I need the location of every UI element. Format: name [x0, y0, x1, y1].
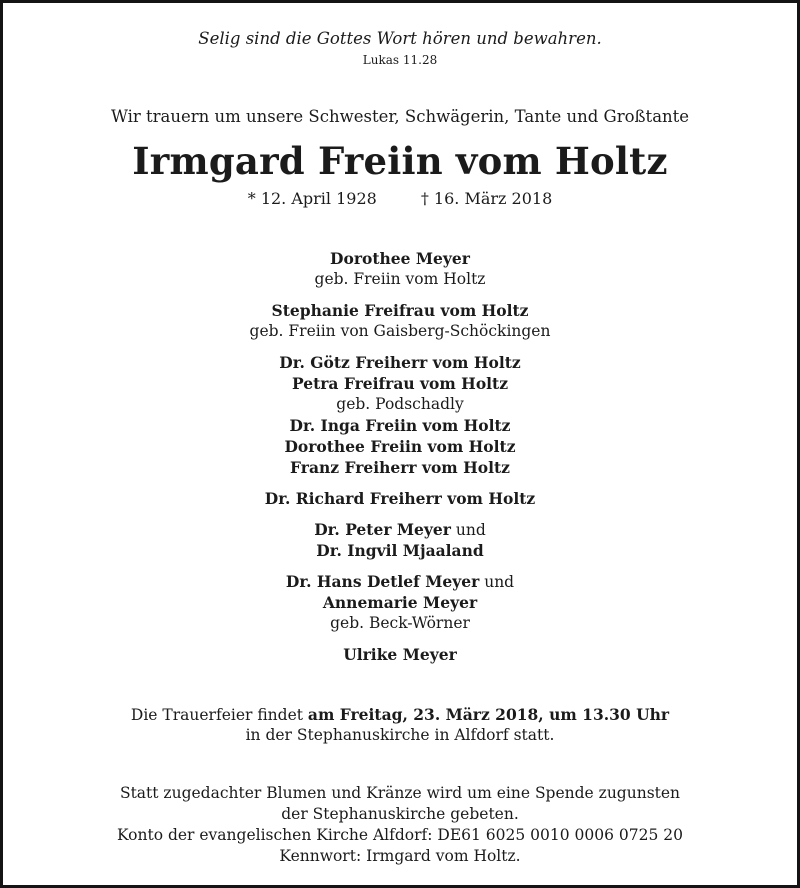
mourner-name: Franz Freiherr vom Holtz	[290, 458, 510, 477]
mourner-name: Dorothee Meyer	[330, 249, 470, 268]
donation-request: Statt zugedachter Blumen und Kränze wird um eine Spende zugunsten	[119, 784, 681, 802]
funeral-info: Die Trauerfeier findet am Freitag, 23. März 2018, um 13.30 Uhr	[130, 705, 670, 724]
mourner-name: Dr. Ingvil Mjaaland	[316, 541, 484, 560]
mourner-name: Stephanie Freifrau vom Holtz	[271, 301, 529, 320]
death-date: † 16. März 2018	[420, 189, 553, 208]
mourner-name: Dr. Inga Freiin vom Holtz	[289, 416, 511, 435]
mourner-name: Dorothee Freiin vom Holtz	[284, 437, 516, 456]
donation-keyword: Kennwort: Irmgard vom Holtz.	[279, 847, 521, 865]
bank-account: Konto der evangelischen Kirche Alfdorf: DE61 6025 0010 0006 0725 20	[116, 826, 683, 844]
mourner-maiden-name: geb. Freiin von Gaisberg-Schöckingen	[249, 322, 551, 340]
mourner-name: Dr. Peter Meyer und	[314, 520, 486, 539]
mourner-maiden-name: geb. Beck-Wörner	[330, 614, 470, 632]
mourner-maiden-name: geb. Podschadly	[336, 395, 464, 413]
bible-verse: Selig sind die Gottes Wort hören und bewahren.	[198, 29, 602, 48]
life-dates	[3, 189, 797, 208]
donation-request: der Stephanuskirche gebeten.	[281, 805, 519, 823]
verse-reference: Lukas 11.28	[362, 53, 438, 67]
mourner-name: Dr. Hans Detlef Meyer und	[285, 572, 515, 591]
mourner-name: Dr. Götz Freiherr vom Holtz	[279, 353, 521, 372]
intro-text: Wir trauern um unsere Schwester, Schwägerin, Tante und Großtante	[110, 107, 690, 126]
deceased-name: Irmgard Freiin vom Holtz	[132, 139, 668, 183]
mourner-maiden-name: geb. Freiin vom Holtz	[314, 270, 486, 288]
mourner-name: Petra Freifrau vom Holtz	[291, 374, 509, 393]
mourner-name: Ulrike Meyer	[343, 645, 457, 664]
birth-date: * 12. April 1928	[247, 189, 377, 208]
funeral-location: in der Stephanuskirche in Alfdorf statt.	[245, 726, 555, 744]
mourner-name: Dr. Richard Freiherr vom Holtz	[264, 489, 536, 508]
mourner-name: Annemarie Meyer	[322, 593, 478, 612]
